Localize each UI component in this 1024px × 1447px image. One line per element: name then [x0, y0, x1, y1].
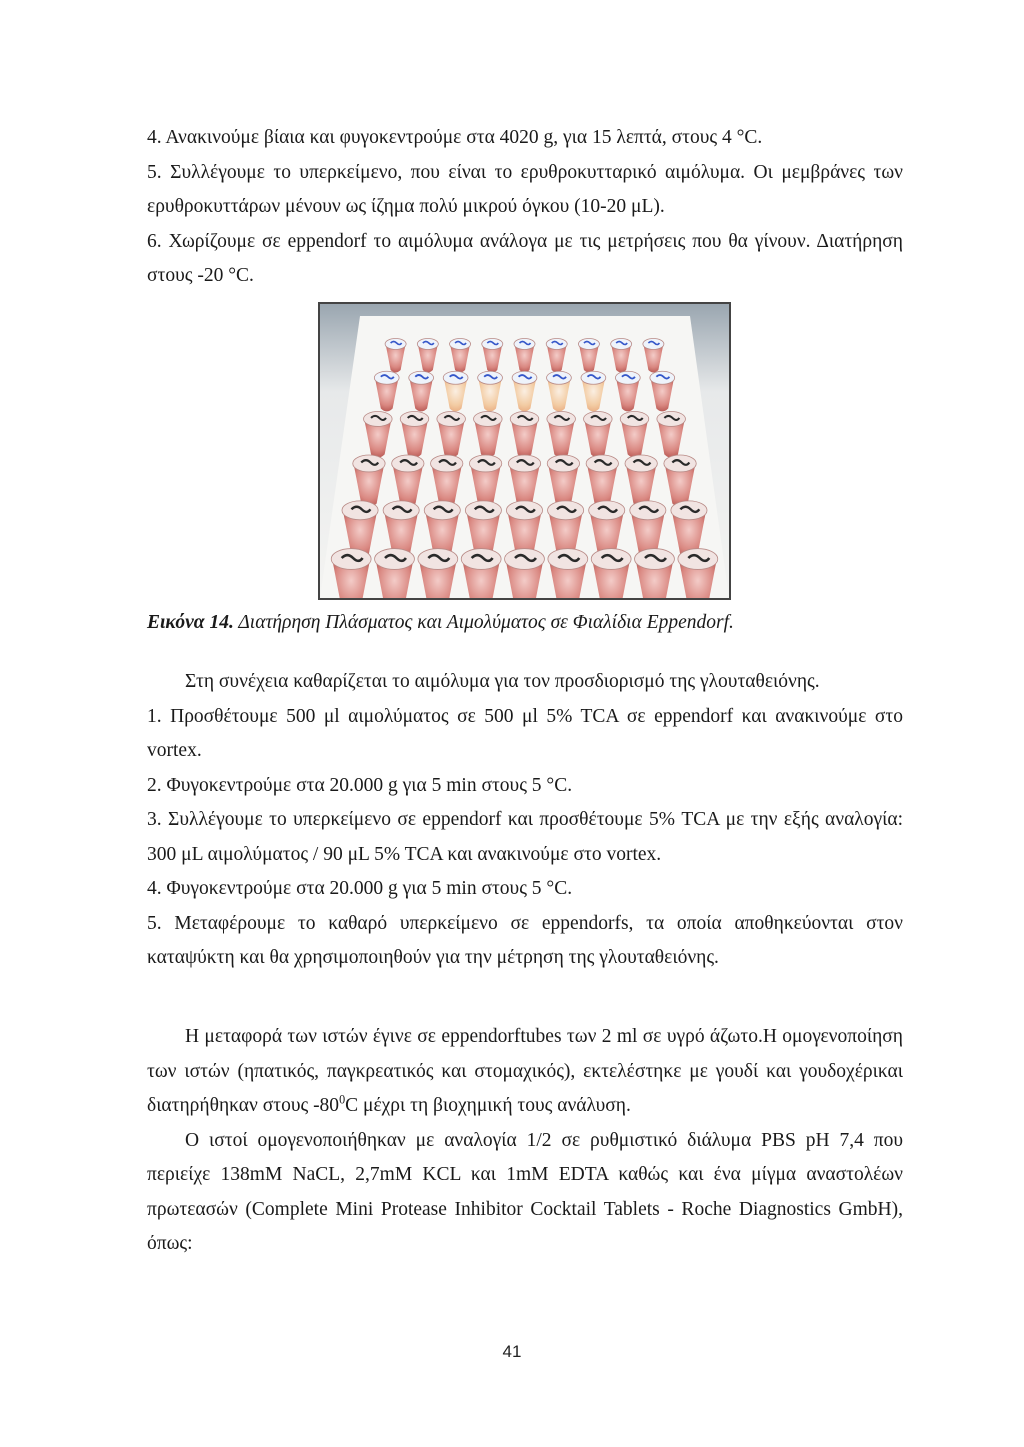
step-top-6: 6. Χωρίζουμε σε eppendorf το αιμόλυμα ανάλογα με τις μετρήσεις που θα γίνουν. Διατήρηση στους -20 °C. [147, 230, 903, 286]
paragraph-tissue-transfer-a: Η μεταφορά των ιστών έγινε σε eppendorftubes των 2 ml σε υγρό άζωτο.Η ομογενοποίηση των ιστών (ηπατικός, παγκρεατικός και στομαχικός), εκτελέστηκε με γουδί και γουδοχέρικαι διατηρήθηκαν στους -80 [147, 1026, 903, 1116]
steps-bottom [147, 665, 903, 976]
paragraph-tissue-transfer-b: C μέχρι τη βιοχημική τους ανάλυση. [345, 1095, 631, 1116]
step-bottom-2: 2. Φυγοκεντρούμε στα 20.000 g για 5 min στους 5 °C. [147, 774, 573, 796]
paragraph-tissues [147, 1020, 903, 1262]
step-top-4: 4. Ανακινούμε βίαια και φυγοκεντρούμε στα 4020 g, για 15 λεπτά, στους 4 °C. [147, 127, 763, 148]
step-top-5: 5. Συλλέγουμε το υπερκείμενο, που είναι το ερυθροκυτταρικό αιμόλυμα. Οι μεμβράνες των ερυθροκυττάρων μένουν ως ίζημα πολύ μικρού όγκου (10-20 μL). [147, 161, 903, 217]
step-bottom-5: 5. Μεταφέρουμε το καθαρό υπερκείμενο σε eppendorfs, τα οποία αποθηκεύονται στον καταψύκτη και θα χρησιμοποιηθούν για την μέτρηση της γλουταθειόνης. [147, 912, 903, 968]
paragraph-tissue-transfer [147, 1020, 903, 1124]
page-number: 41 [502, 1342, 522, 1361]
degree-superscript: 0 [339, 1092, 346, 1107]
figure-eppendorf-photo [318, 302, 731, 600]
steps-top [147, 121, 903, 294]
step-bottom-1: 1. Προσθέτουμε 500 μl αιμολύματος σε 500 μl 5% TCA σε eppendorf και ανακινούμε στο vortex. [147, 705, 903, 761]
figure-caption-text: Διατήρηση Πλάσματος και Αιμολύματος σε Φιαλίδια Eppendorf. [238, 612, 734, 633]
step-bottom-3: 3. Συλλέγουμε το υπερκείμενο σε eppendorf και προσθέτουμε 5% TCA με την εξής αναλογία: 300 μL αιμολύματος / 90 μL 5% TCA και ανακινούμε στο vortex. [147, 809, 903, 865]
step-bottom-4: 4. Φυγοκεντρούμε στα 20.000 g για 5 min στους 5 °C. [147, 878, 573, 899]
intro-line: Στη συνέχεια καθαρίζεται το αιμόλυμα για τον προσδιορισμό της γλουταθειόνης. [185, 671, 820, 692]
paragraph-homogenization: Ο ιστοί ομογενοποιήθηκαν με αναλογία 1/2 σε ρυθμιστικό διάλυμα PBS pH 7,4 που περιείχε 138mM NaCL, 2,7mM KCL και 1mM EDTA καθώς και ένα μίγμα αναστολέων πρωτεασών (Complete Mini Protease Inhibitor Cocktail Tablets - Roche Diagnostics GmbH), όπως: [147, 1129, 903, 1254]
figure-label: Εικόνα 14. [147, 612, 234, 633]
figure-caption [147, 612, 903, 634]
